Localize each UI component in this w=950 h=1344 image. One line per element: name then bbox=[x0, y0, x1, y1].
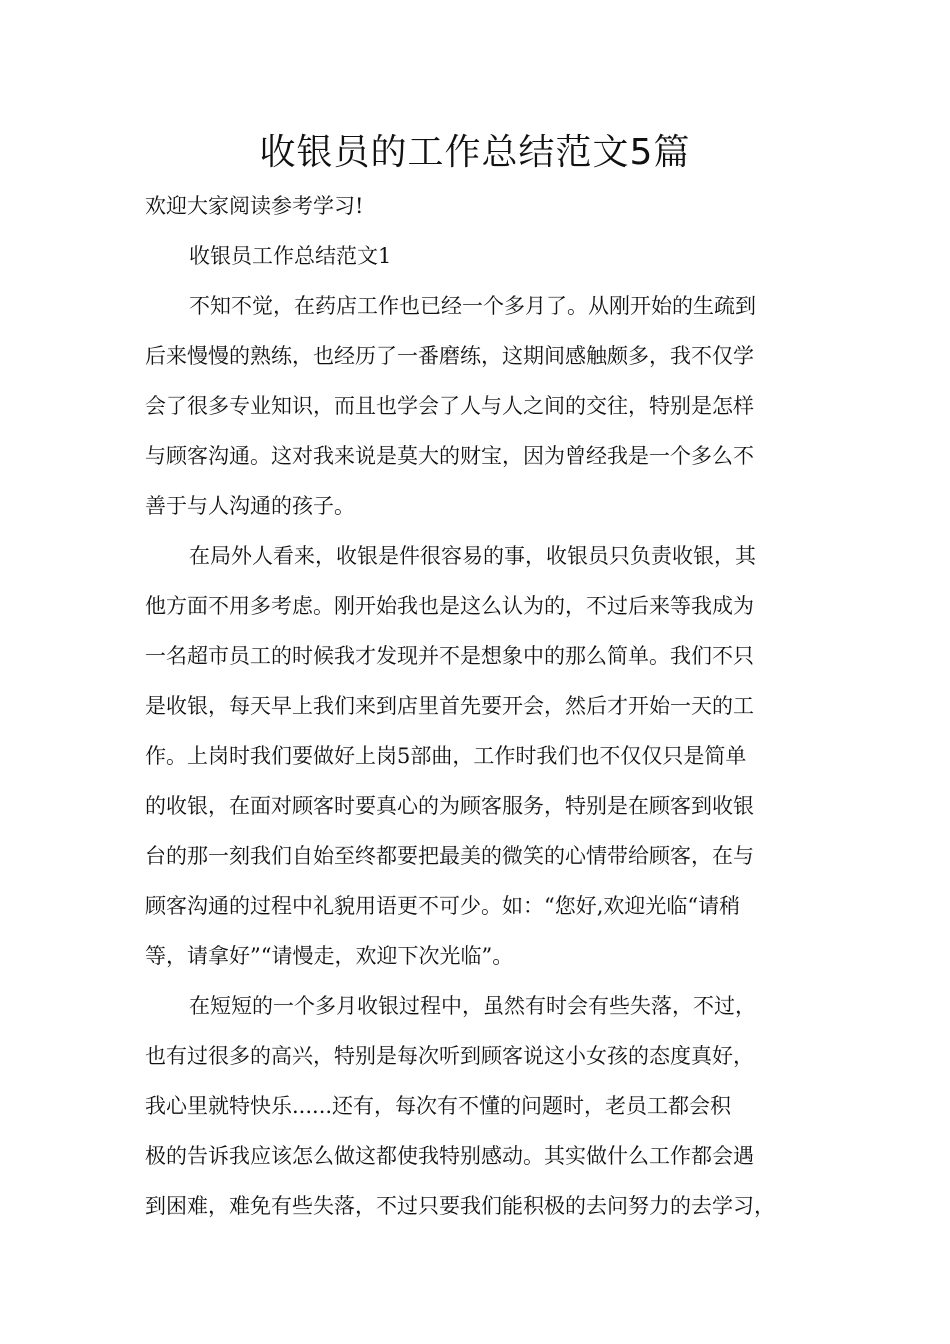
body-line: 会了很多专业知识，而且也学会了人与人之间的交往，特别是怎样 bbox=[145, 394, 754, 418]
body-line: 在短短的一个多月收银过程中，虽然有时会有些失落，不过， bbox=[189, 994, 756, 1018]
body-line: 欢迎大家阅读参考学习! bbox=[145, 194, 364, 218]
body-line: 作。上岗时我们要做好上岗5部曲，工作时我们也不仅仅只是简单 bbox=[145, 744, 747, 768]
document-title: 收银员的工作总结范文5篇 bbox=[259, 132, 691, 173]
body-line: 到困难，难免有些失落，不过只要我们能积极的去问努力的去学习， bbox=[145, 1194, 775, 1218]
body-line: 顾客沟通的过程中礼貌用语更不可少。如：“您好,欢迎光临“请稍 bbox=[145, 894, 741, 918]
body-line: 是收银，每天早上我们来到店里首先要开会，然后才开始一天的工 bbox=[145, 694, 754, 718]
body-line: 一名超市员工的时候我才发现并不是想象中的那么简单。我们不只 bbox=[145, 644, 754, 668]
body-line: 后来慢慢的熟练，也经历了一番磨练，这期间感触颇多，我不仅学 bbox=[145, 344, 754, 368]
body-line: 台的那一刻我们自始至终都要把最美的微笑的心情带给顾客，在与 bbox=[145, 844, 754, 868]
body-line: 我心里就特快乐......还有，每次有不懂的问题时，老员工都会积 bbox=[145, 1094, 732, 1118]
body-line: 极的告诉我应该怎么做这都使我特别感动。其实做什么工作都会遇 bbox=[145, 1144, 754, 1168]
body-line: 也有过很多的高兴，特别是每次听到顾客说这小女孩的态度真好， bbox=[145, 1044, 754, 1068]
section-heading: 收银员工作总结范文1 bbox=[189, 244, 392, 268]
body-line: 在局外人看来，收银是件很容易的事，收银员只负责收银，其 bbox=[189, 544, 756, 568]
body-line: 的收银，在面对顾客时要真心的为顾客服务，特别是在顾客到收银 bbox=[145, 794, 754, 818]
body-line: 与顾客沟通。这对我来说是莫大的财宝，因为曾经我是一个多么不 bbox=[145, 444, 754, 468]
body-line: 不知不觉，在药店工作也已经一个多月了。从刚开始的生疏到 bbox=[189, 294, 756, 318]
body-line: 等，请拿好”“请慢走，欢迎下次光临”。 bbox=[145, 944, 514, 968]
body-line: 善于与人沟通的孩子。 bbox=[145, 494, 355, 518]
body-line: 他方面不用多考虑。刚开始我也是这么认为的，不过后来等我成为 bbox=[145, 594, 754, 618]
document-body bbox=[145, 181, 810, 1231]
